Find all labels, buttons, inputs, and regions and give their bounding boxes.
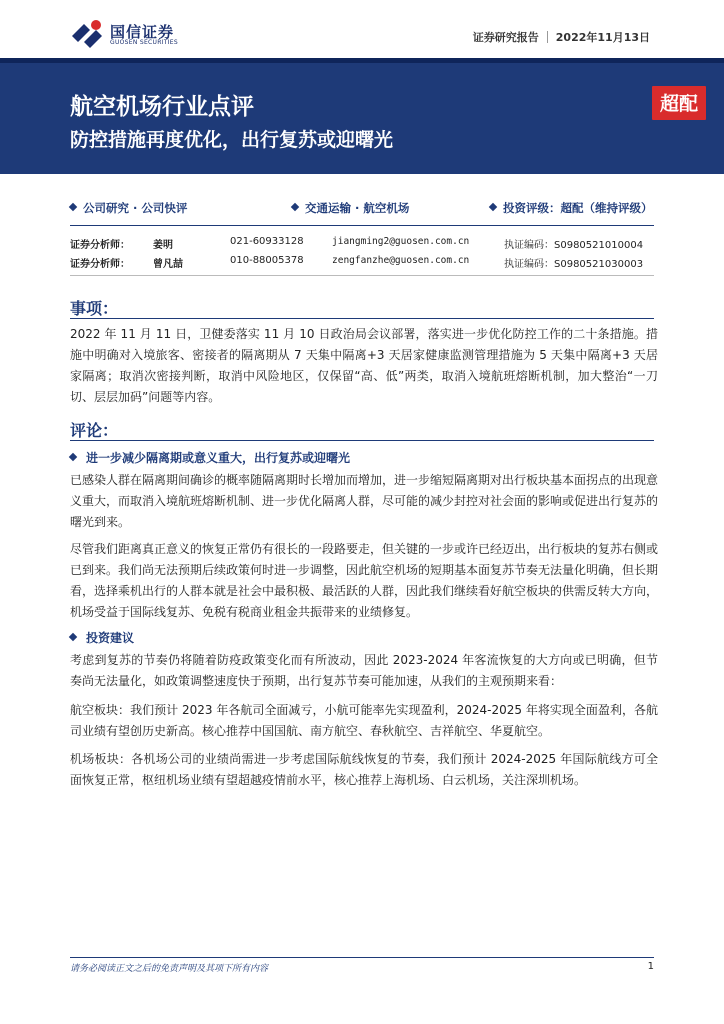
analyst-cert: 执证编码：S0980521010004 [504,240,644,251]
page-number: 1 [647,961,654,972]
logo-english-name: GUOSEN SECURITIES [110,39,179,46]
analyst-name: 曾凡喆 [153,259,183,270]
page-header [0,0,724,58]
investment-paragraph-airport: 机场板块：各机场公司的业绩尚需进一步考虑国际航线恢复的节奏，我们预计 2024-2025 年国际航线方可全面恢复正常，枢纽机场业绩有望超越疫情前水平，核心推荐上海机场、白云机场，关注深圳机场。 [70,752,658,787]
footer-divider [70,957,654,958]
analyst-phone: 010-88005378 [230,255,304,266]
category-tags [70,200,654,216]
analyst-list [70,236,654,274]
tag-divider [70,225,654,226]
footer-disclaimer: 请务必阅读正文之后的免责声明及其项下所有内容 [70,964,269,974]
event-paragraph: 2022 年 11 月 11 日，卫健委落实 11 月 10 日政治局会议部署，落实进一步优化防控工作的二十条措施。措施中明确对入境旅客、密接者的隔离期从 7 天集中隔离+3 天居家健康监测管理措施为 5 天集中隔离+3 天居家隔离；取消次密接判断，取消中风险地区，仅保留“高、低”两类，取消入境航班熔断机制，加大整治“一刀切、层层加码”问题等内容。 [70,327,658,404]
analyst-phone: 021-60933128 [230,236,304,247]
analyst-row [70,236,654,255]
analyst-role: 证券分析师： [70,259,130,270]
tag-research-type: 公司研究 · 公司快评 [70,200,187,216]
tag-industry: 交通运输 · 航空机场 [292,200,409,216]
diamond-icon [489,203,497,211]
guosen-logo [70,18,194,48]
analyst-email[interactable]: zengfanzhe@guosen.com.cn [332,255,470,266]
diamond-icon [291,203,299,211]
analyst-cert: 执证编码：S0980521030003 [504,259,644,270]
report-meta [473,29,650,45]
report-date: 2022年11月13日 [555,31,650,44]
tag-rating: 投资评级：超配（维持评级） [490,200,653,216]
guosen-logo-icon [70,18,104,48]
diamond-icon [69,453,77,461]
event-heading-line [70,318,654,319]
report-title: 航空机场行业点评 [70,94,254,120]
report-subtitle: 防控措施再度优化，出行复苏或迎曙光 [70,129,394,151]
diamond-icon [69,203,77,211]
analyst-name: 姜明 [153,240,173,251]
banner-accent-line [0,58,724,63]
rating-badge: 超配 [652,86,706,120]
subsection-heading-investment: 投资建议 [70,629,134,646]
investment-paragraph-airline: 航空板块：我们预计 2023 年各航司全面减亏，小航可能率先实现盈利，2024-2025 年将实现全面盈利，各航司业绩有望创历史新高。核心推荐中国国航、南方航空、春秋航空、吉祥航空、华夏航空。 [70,703,658,738]
comment-heading: 评论： [70,421,119,440]
title-banner [0,58,724,174]
analyst-divider [70,275,654,276]
recovery-paragraph-1: 已感染人群在隔离期间确诊的概率随隔离期时长增加而增加，进一步缩短隔离期对出行板块基本面拐点的出现意义重大，而取消入境航班熔断机制、进一步优化隔离人群，尽可能的减少封控对社会面的影响或促进出行复苏的曙光到来。 [70,473,659,529]
analyst-role: 证券分析师： [70,240,130,251]
logo-chinese-name: 国信证券 [110,23,175,41]
subsection-heading-recovery: 进一步减少隔离期或意义重大，出行复苏或迎曙光 [70,449,350,466]
report-type: 证券研究报告 [472,31,539,44]
investment-paragraph-1: 考虑到复苏的节奏仍将随着防疫政策变化而有所波动，因此 2023-2024 年客流恢复的大方向或已明确，但节奏尚无法量化，如政策调整速度快于预期，出行复苏节奏可能加速，从我们的主观预期来看： [70,653,658,688]
comment-heading-line [70,440,654,441]
event-heading: 事项： [70,299,119,318]
recovery-paragraph-2: 尽管我们距离真正意义的恢复正常仍有很长的一段路要走，但关键的一步或许已经迈出，出行板块的复苏右侧或已到来。我们尚无法预期后续政策何时进一步调整，因此航空机场的短期基本面复苏节奏无法量化明确，但长期看，选择乘机出行的人群本就是社会中最积极、最活跃的人群，因此我们继续看好航空板块的供需反转大方向，机场受益于国际线复苏、免税有税商业租金共振带来的业绩修复。 [70,542,659,619]
analyst-email[interactable]: jiangming2@guosen.com.cn [332,236,470,247]
analyst-row [70,255,654,274]
diamond-icon [69,633,77,641]
meta-divider [547,31,548,43]
